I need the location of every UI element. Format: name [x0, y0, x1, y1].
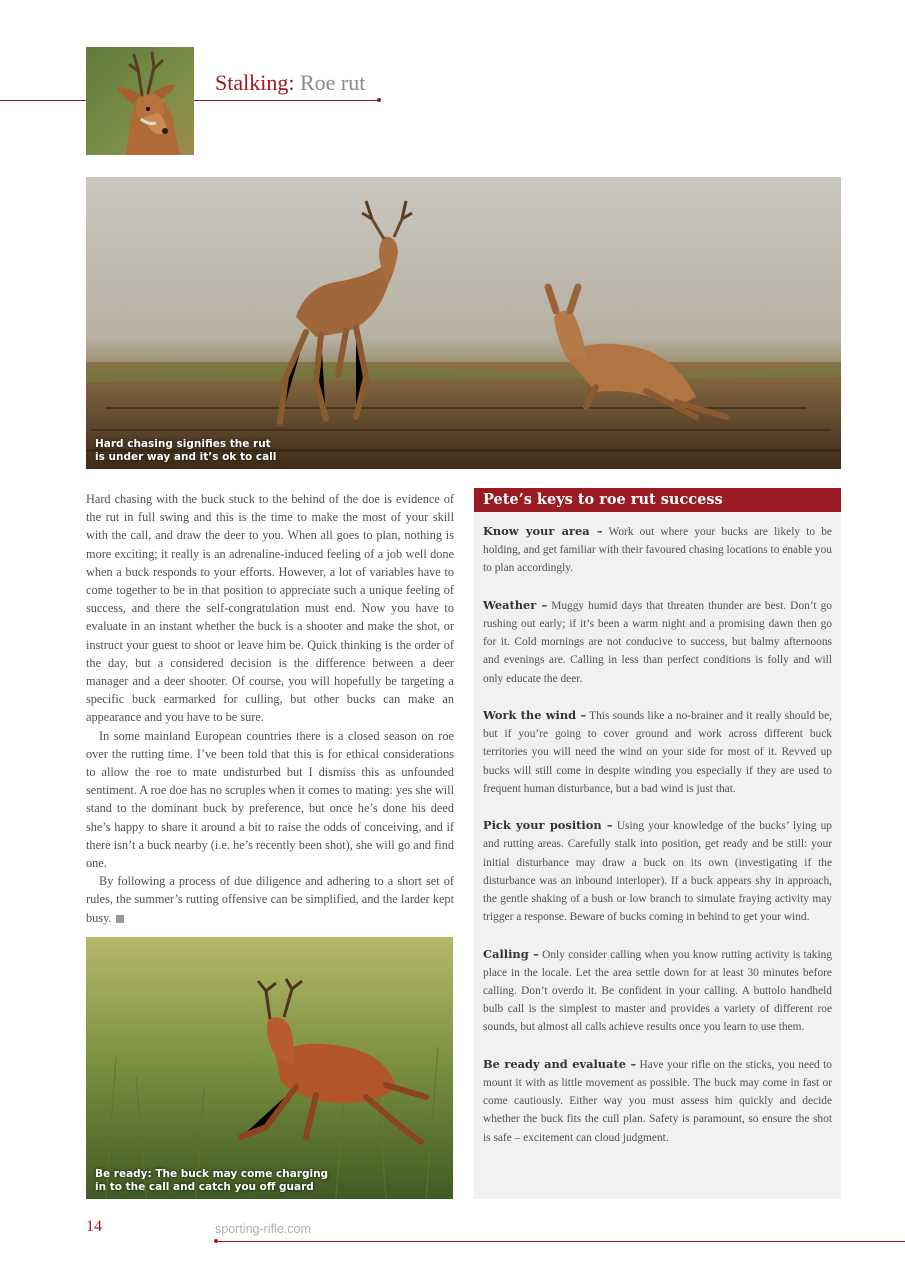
bottom-photo-caption — [95, 1168, 328, 1194]
body-paragraph: In some mainland European countries there is a closed season on roe over the rutting time. I’ve been told that this is for ethical considerations to allow the roe to mate undisturbed but I dismiss this as unfounded sentiment. A roe doe has no scruples when it comes to mating: yes she will stand to the dominant buck by preference, but once he’s done his deed she’s happy to share it around a bit to raise the odds of conceiving, and if there isn’t a buck nearby (i.e. he’s recently been shot), she will go and find one. — [86, 728, 454, 871]
body-paragraph: Hard chasing with the buck stuck to the behind of the doe is evidence of the rut in full swing and this is the time to make the most of your skill with the call, and draw the deer to you. When all goes to plan, nothing is more exciting; it really is an adrenaline-induced feeling of a job well done when a buck responds to your efforts. However, a lot of variables have to come together to be in that position to appreciate such a unique feeling of success, and there the self-congratulation must end. Now you have to evaluate in an instant whether the buck is a shooter and make the shot, or instruct your guest to shoot or leave him be. Quick thinking is the order of the day, but a considered decision is the difference between a deer manager and a deer shooter. Of course, you will hopefully be targeting a specific buck earmarked for culling, but other bucks can make an appearance and you have to be sure. — [86, 492, 454, 725]
tip-know-your-area — [483, 522, 832, 578]
top-photo-caption — [95, 438, 276, 464]
tip-text: This sounds like a no-brainer and it really should be, but if you’re going to cover ground and work across different buck territories you will need the wind on your side for most of it. Revved up bucks will still come in despite winding you especially if they are used to frequent human disturbance, but a bad wind is just that. — [483, 710, 832, 795]
sidebar-title: Pete’s keys to roe rut success — [474, 488, 841, 512]
tip-title: Weather – — [483, 597, 548, 612]
tip-work-the-wind — [483, 706, 832, 798]
tip-title: Be ready and evaluate – — [483, 1056, 637, 1071]
tip-text: Only consider calling when you know rutting activity is taking place in the locale. Let the area settle down for at least 30 minutes before calling. Don’t overdo it. Be confident in your calling. A buttolo handheld bulb call is the simplest to master and provides a variety of different roe sounds, but almost all calls achieve results once you learn to use them. — [483, 948, 833, 1034]
header-rule-dot — [377, 98, 381, 102]
tip-be-ready-and-evaluate — [483, 1055, 832, 1147]
tip-text: Muggy humid days that threaten thunder are best. Don’t go rushing out early; if it’s been a warm night and a promising dawn then go for it. Cold mornings are not conducive to success, but balmy afternoons and evenings are. Calling in less than perfect conditions is folly and will only educate the deer. — [483, 599, 832, 685]
article-body — [86, 490, 454, 927]
bottom-caption-line: in to the call and catch you off guard — [95, 1181, 314, 1193]
tip-text: Using your knowledge of the bucks’ lying up and rutting areas. Carefully stalk into position, get ready and be still: your initial disturbance may draw a buck on its own (investigating if the disturbance was an inbound interloper). If a buck appears shy in approach, the gentle shaking of a bush or low branch to simulate fraying activity may trigger a response. Beware of bucks coming in behind to get your wind. — [483, 820, 832, 924]
top-photo-chasing-deer — [86, 177, 841, 469]
tip-title: Calling – — [483, 946, 539, 961]
page-number: 14 — [86, 1218, 102, 1235]
end-of-article-mark — [116, 915, 124, 923]
tip-calling — [483, 945, 832, 1037]
tip-title: Pick your position – — [483, 818, 613, 833]
body-paragraph — [86, 872, 454, 927]
tip-weather — [483, 596, 832, 688]
bottom-photo-charging-buck — [86, 937, 453, 1199]
footer-website: sporting-rifle.com — [215, 1222, 311, 1236]
tip-title: Work the wind – — [483, 708, 587, 722]
top-caption-line: is under way and it’s ok to call — [95, 451, 277, 463]
page-header-title — [215, 70, 365, 96]
bottom-caption-line: Be ready: The buck may come charging — [95, 1168, 329, 1180]
tip-title: Know your area – — [483, 524, 603, 538]
tip-pick-your-position — [483, 816, 832, 926]
tips-sidebar — [474, 488, 841, 1199]
top-caption-line: Hard chasing signifies the rut — [95, 438, 271, 450]
tip-text: Have your rifle on the sticks, you need to mount it with as little movement as possible. The buck may come in fast or come cautiously. Either way you must assess him quickly and decide whether the buck fits the cull plan. Safety is paramount, so ensure the shot is safe – excitement can cloud judgment. — [483, 1058, 832, 1144]
sidebar-body — [474, 512, 841, 1147]
tip-text: Work out where your bucks are likely to be holding, and get familiar with their favoured chasing locations to enable you to plan accordingly. — [483, 526, 832, 575]
section-subtitle: Roe rut — [299, 70, 366, 95]
section-name: Stalking: — [215, 70, 295, 95]
footer-rule — [217, 1241, 905, 1242]
header-roe-buck-thumbnail — [86, 47, 194, 155]
body-paragraph-text: By following a process of due diligence and adhering to a short set of rules, the summer’s rutting offensive can be simplified, and the larder kept busy. — [86, 874, 454, 925]
